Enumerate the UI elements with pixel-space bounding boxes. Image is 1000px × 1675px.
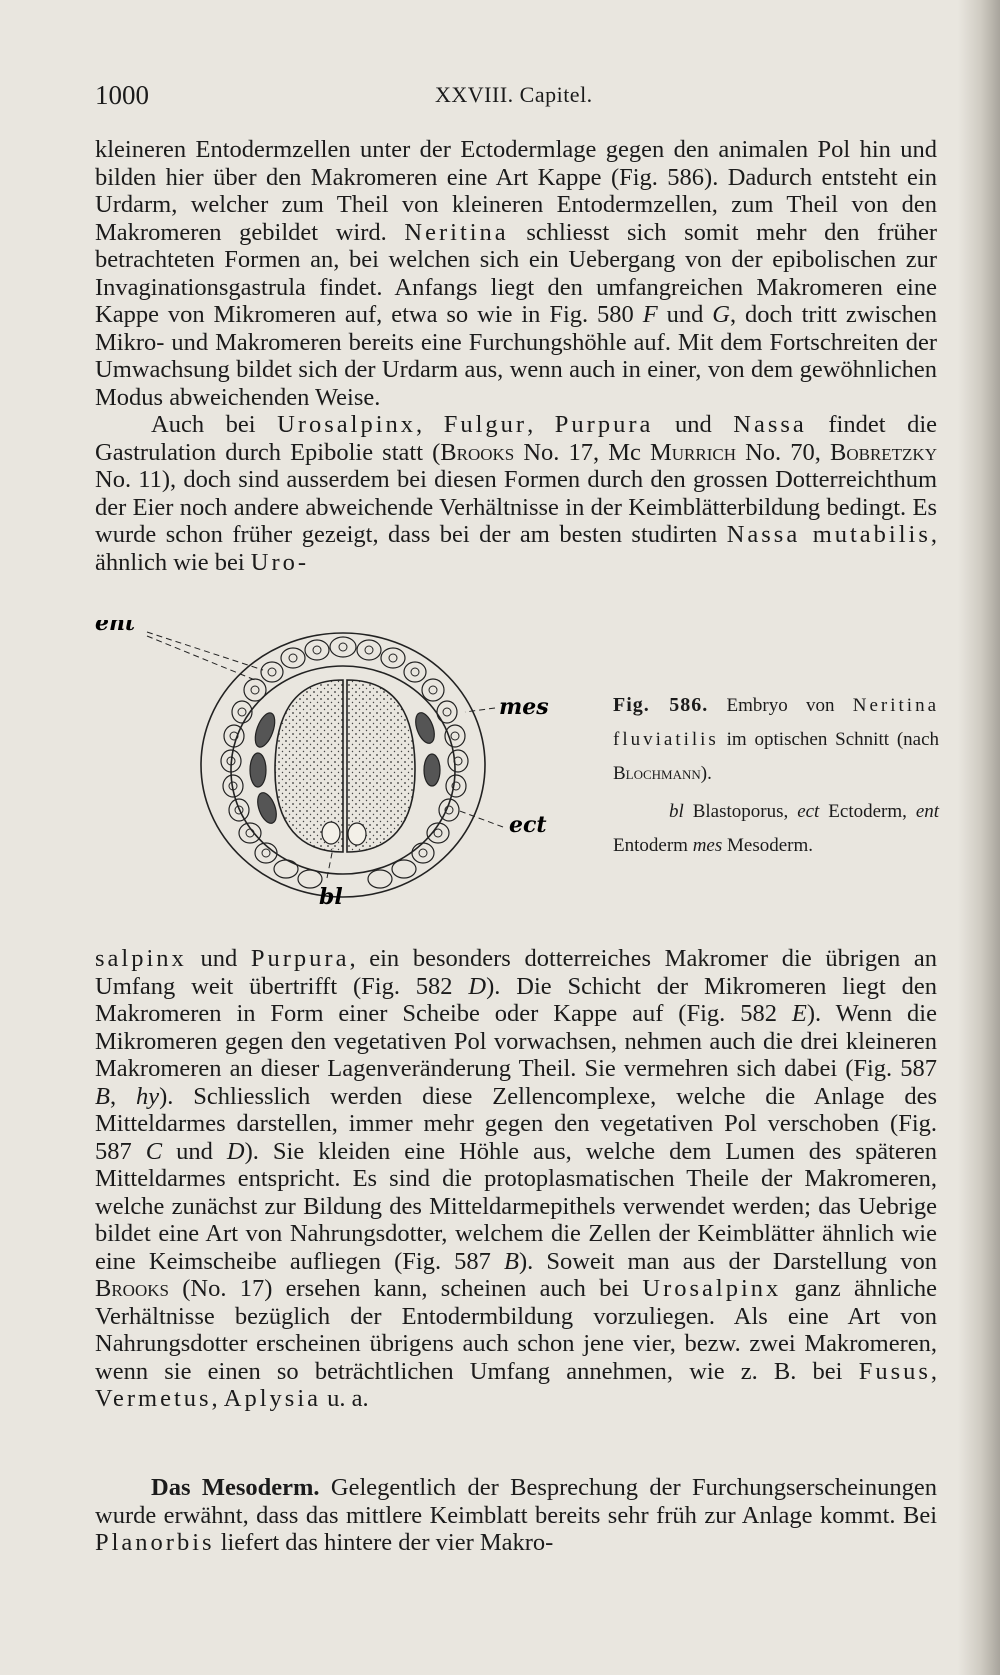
page-number: 1000 xyxy=(95,80,149,110)
chapter-title: XXVIII. Capitel. xyxy=(435,82,593,107)
caption-author: Blochmann xyxy=(613,763,701,784)
page-edge-shadow xyxy=(958,0,1000,1675)
section-heading-mesoderm: Das Mesoderm. xyxy=(151,1474,320,1501)
taxon-purpura: Purpura xyxy=(554,411,654,438)
figure-586-embryo xyxy=(95,620,595,920)
caption-title: Fig. 586. Embryo von Neritina fluviatilis im optischen Schnitt (nach Blochmann). xyxy=(613,694,940,784)
figure-caption xyxy=(613,688,939,863)
author-brooks: Brooks xyxy=(440,438,515,466)
taxon-aplysia: Aplysia xyxy=(223,1385,322,1412)
taxon-urosalpinx-2: Urosalpinx xyxy=(642,1275,782,1302)
taxon-purpura-2: Purpura xyxy=(250,945,350,972)
paragraph-neritina: kleineren Entodermzellen unter der Ectodermlage gegen den animalen Pol hin und bilden hier über den Makromeren eine Art Kappe (Fig. 586). Dadurch entsteht ein Urdarm, welcher zum Theil von kleineren Entodermzellen, zum Theil von den Makromeren gebildet wird. Neritina schliesst sich somit mehr den früher betrachteten Formen an, bei welchen sich ein Uebergang von der epibolischen zur Invaginationsgastrula findet. Anfangs liegt den umfangreichen Makromeren eine Kappe von Mikromeren auf, etwa so wie in Fig. 580 F und G, doch tritt zwischen Mikro- und Makromeren bereits eine Furchungshöhle auf. Mit dem Fortschreiten der Umwachsung bildet sich der Urdarm aus, wenn auch in einer, von dem gewöhnlichen Modus abweichenden Weise. xyxy=(95,136,938,411)
taxon-fulgur: Fulgur xyxy=(443,411,528,438)
label-ent: ent xyxy=(95,620,136,636)
macromeres xyxy=(275,680,415,852)
label-ect: ect xyxy=(509,812,547,838)
embryo-drawing xyxy=(95,620,595,920)
taxon-nassa: Nassa xyxy=(733,411,807,438)
label-mes: mes xyxy=(499,694,549,720)
text-block-top xyxy=(95,136,937,576)
label-bl: bl xyxy=(319,884,343,910)
text-block-bottom xyxy=(95,945,937,1413)
taxon-neritina: Neritina xyxy=(404,218,509,246)
paragraph-mitteldarm: salpinx und Purpura, ein besonders dotterreiches Makromer die übrigen an Umfang weit übertrifft (Fig. 582 D). Die Schicht der Mikromeren liegt den Makromeren in Form einer Scheibe oder Kappe auf (Fig. 582 E). Wenn die Mikromeren gegen den vegetativen Pol vorwachsen, nehmen auch die drei kleineren Makromeren an dieser Lagenveränderung Theil. Sie vermehren sich dabei (Fig. 587 B, hy). Schliesslich werden diese Zellencomplexe, welche die Anlage des Mitteldarmes darstellen, immer mehr gegen den vegetativen Pol verschoben (Fig. 587 C und D). Sie kleiden eine Höhle aus, welche dem Lumen des späteren Mitteldarmes entspricht. Es sind die protoplasmatischen Theile der Makromeren, welche zunächst zur Bildung des Mitteldarmepithels verwendet werden; das Uebrige bildet eine Art von Nahrungsdotter, welchem die Zellen der Keimblätter ähnlich wie eine Keimscheibe aufliegen (Fig. 587 B). Soweit man aus der Darstellung von Brooks (No. 17) ersehen kann, scheinen auch bei Urosalpinx ganz ähnliche Verhältnisse bezüglich der Entodermbildung vorzuliegen. Als eine Art von Nahrungsdotter erscheinen übrigens auch schon jene vier, bezw. zwei Makromeren, wenn sie einen so beträchtlichen Umfang annehmen, wie z. B. bei Fusus, Vermetus, Aplysia u. a. xyxy=(95,945,938,1412)
taxon-urosalpinx: Urosalpinx xyxy=(277,411,417,438)
author-bobretzky: Bobretzky xyxy=(829,438,937,466)
text-block-mesoderm xyxy=(95,1474,937,1557)
caption-species: Neritina fluviatilis xyxy=(613,695,940,750)
ectoderm-nuclei xyxy=(227,643,462,857)
paragraph-mesoderm: Das Mesoderm. Gelegentlich der Besprechung der Furchungserscheinungen wurde erwähnt, dass das mittlere Keimblatt bereits sehr früh zur Anlage kommt. Bei Planorbis liefert das hintere der vier Makro- xyxy=(95,1474,937,1556)
author-murrich: Murrich xyxy=(649,438,736,466)
taxon-vermetus: Vermetus xyxy=(95,1385,212,1412)
figure-label: Fig. 586. xyxy=(613,694,709,716)
page-header xyxy=(95,80,937,110)
taxon-nassa-mutabilis: Nassa mutabilis xyxy=(726,521,931,548)
taxon-planorbis: Planorbis xyxy=(95,1529,215,1556)
taxon-fusus: Fusus xyxy=(858,1357,931,1385)
paragraph-urosalpinx: Auch bei Urosalpinx, Fulgur, Purpura und Nassa findet die Gastrulation durch Epibolie statt (Brooks No. 17, Mc Murrich No. 70, Bobretzky No. 11), doch sind ausserdem bei diesen Formen durch den grossen Dotterreichthum der Eier noch andere abweichende Verhältnisse in der Keimblätterbildung bedingt. Es wurde schon früher gezeigt, dass bei der am besten studirten Nassa mutabilis, ähnlich wie bei Uro- xyxy=(95,411,938,576)
entoderm-cells xyxy=(322,822,366,845)
caption-legend: bl Blastoporus, ect Ectoderm, ent Entoderm mes Mesoderm. xyxy=(613,801,940,856)
author-brooks-2: Brooks xyxy=(95,1275,169,1302)
